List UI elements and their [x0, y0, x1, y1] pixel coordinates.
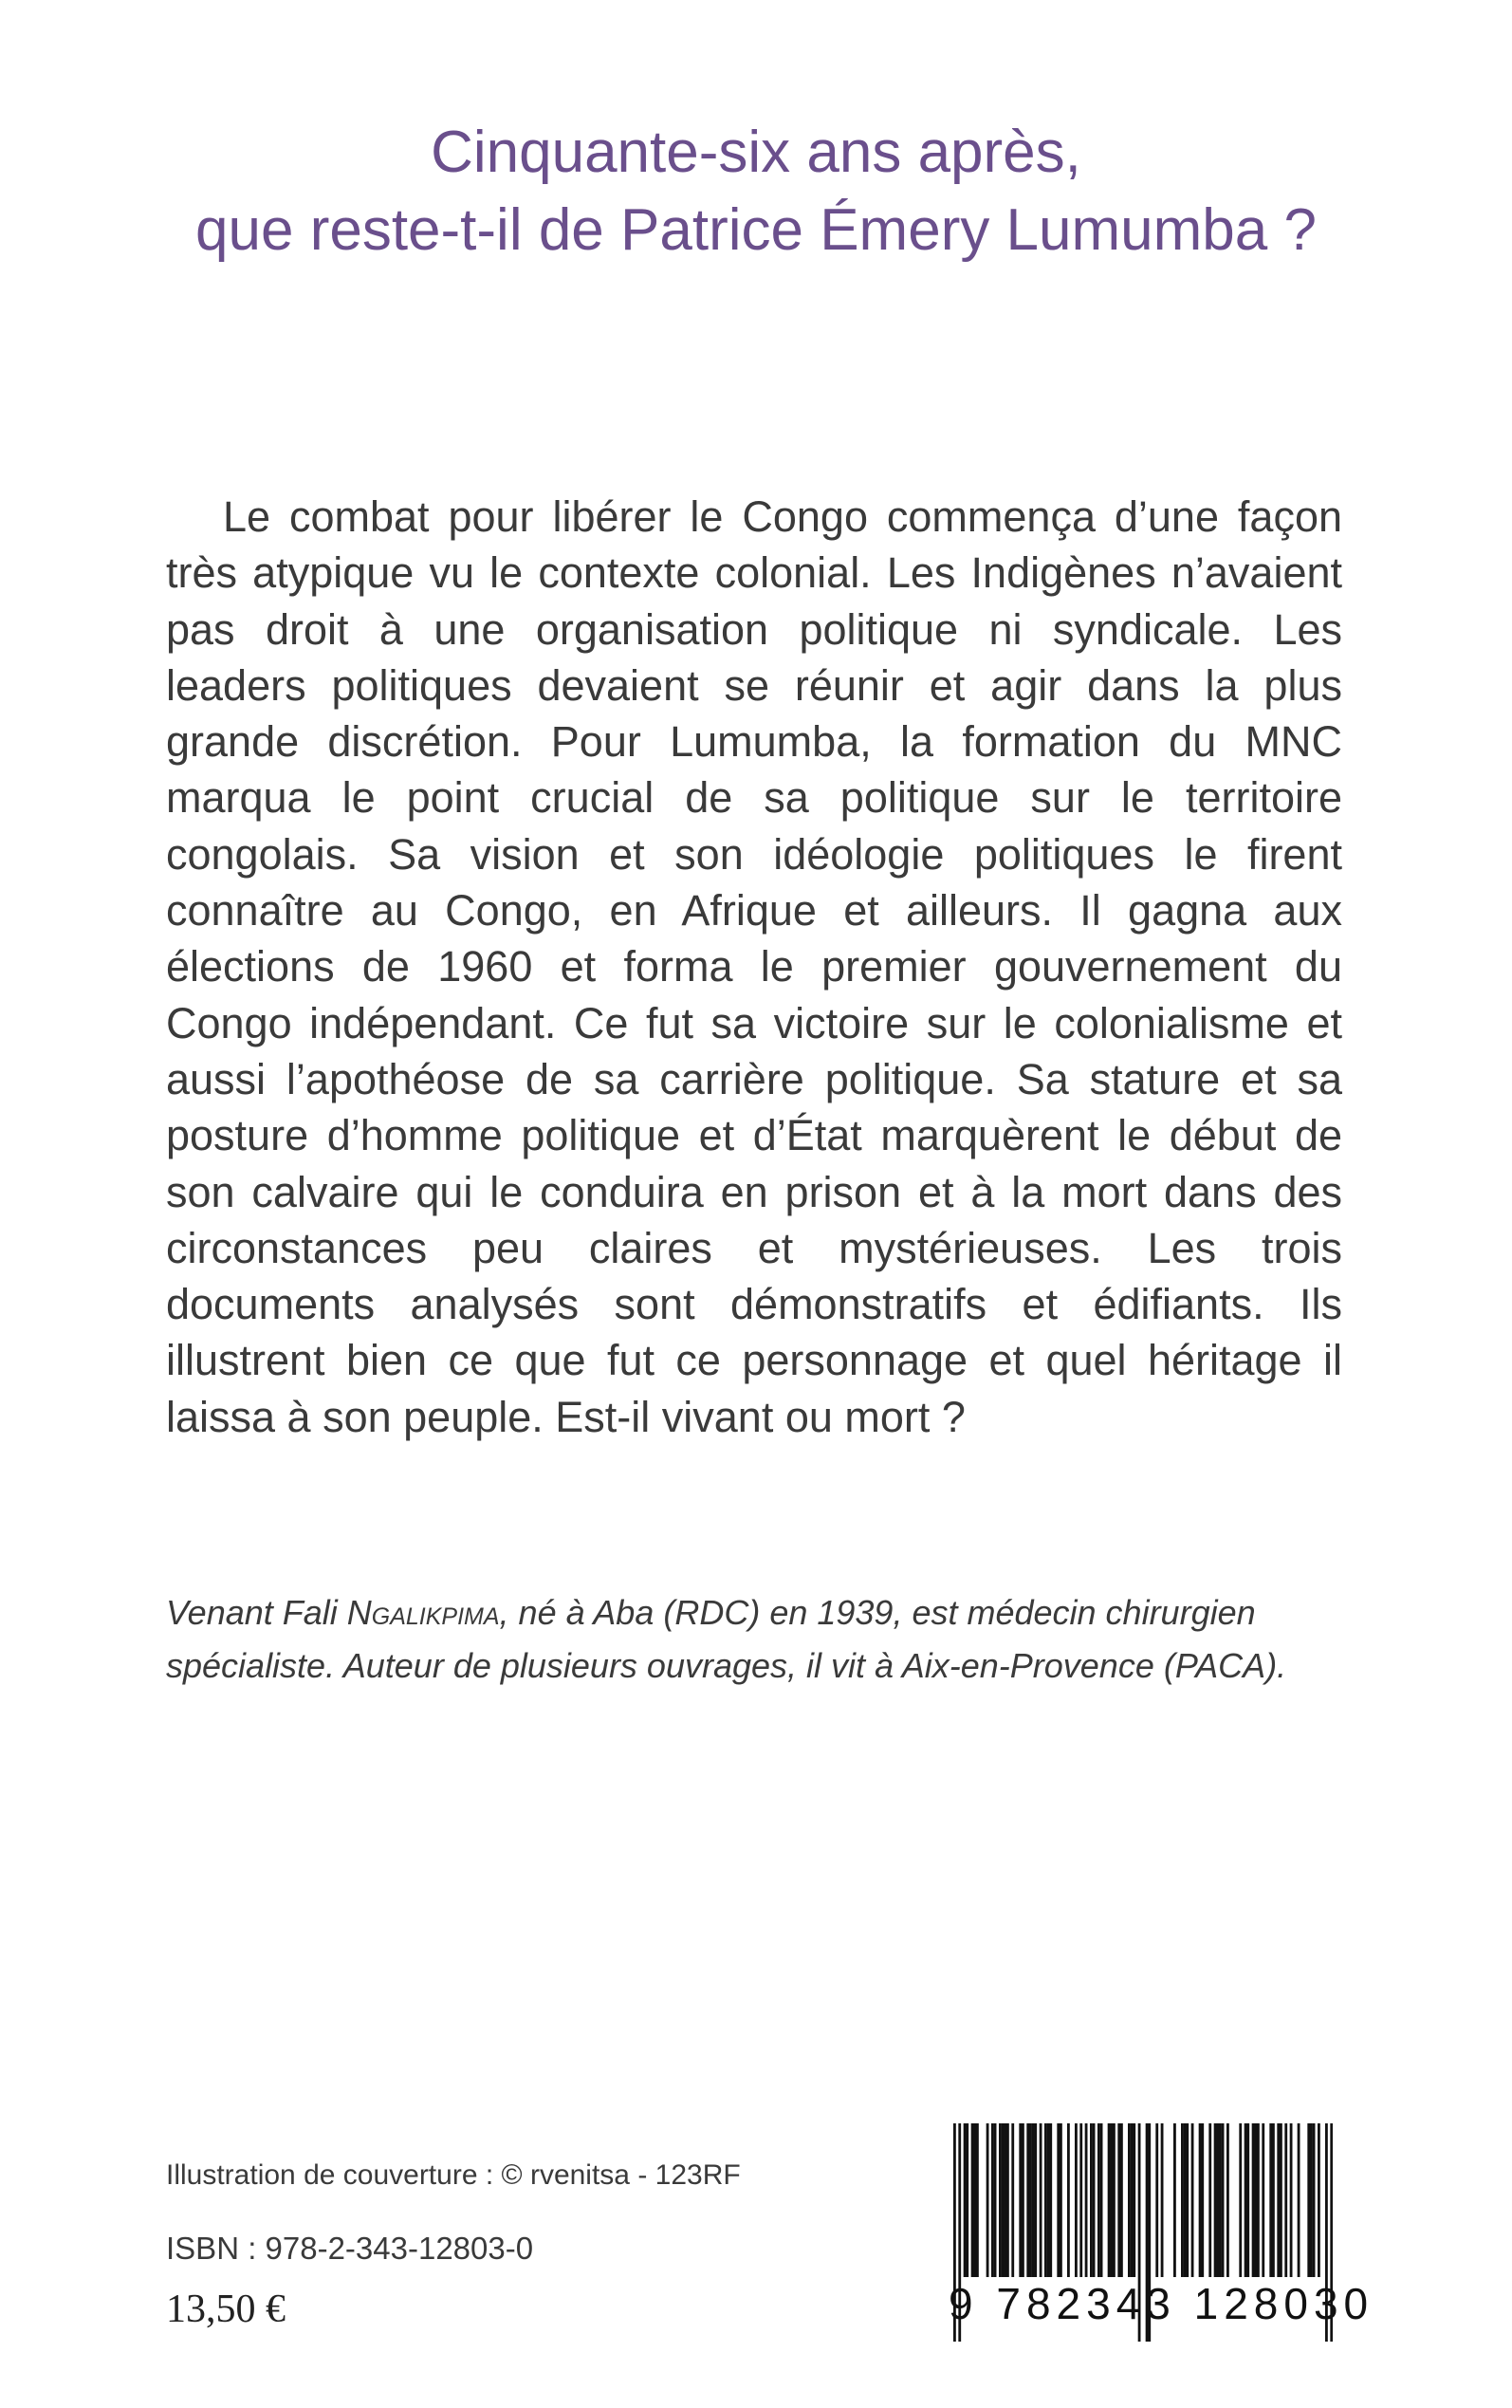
barcode-bar	[1290, 2123, 1293, 2277]
barcode-bar	[1310, 2123, 1313, 2277]
barcode-bar	[1262, 2123, 1264, 2277]
barcode-bar	[999, 2123, 1002, 2277]
barcode-bar	[1245, 2123, 1247, 2277]
barcode-bar	[1280, 2123, 1282, 2277]
barcode-bar	[1252, 2123, 1255, 2277]
barcode-bar	[1173, 2123, 1176, 2277]
barcode-bar	[976, 2123, 979, 2277]
barcode-bar	[1047, 2123, 1050, 2277]
barcode-bar	[1029, 2123, 1032, 2277]
barcode-bar	[1284, 2123, 1287, 2277]
barcode-bar	[966, 2123, 968, 2277]
barcode-bar	[1131, 2123, 1134, 2277]
barcode-bar	[1019, 2123, 1022, 2277]
barcode-bar	[1040, 2123, 1042, 2277]
barcode-bar	[1277, 2123, 1280, 2277]
barcode-bar	[994, 2123, 997, 2277]
back-cover-title	[0, 114, 1512, 269]
barcode-bar	[1090, 2123, 1093, 2277]
barcode-bar	[973, 2123, 976, 2277]
barcode-bar	[1161, 2123, 1164, 2277]
barcode-bar	[1075, 2123, 1078, 2277]
barcode-bar	[1049, 2123, 1052, 2277]
author-bio	[166, 1586, 1342, 1693]
barcode-bar	[1239, 2123, 1242, 2277]
barcode-bar	[1117, 2123, 1120, 2277]
title-line-2: que reste-t-il de Patrice Émery Lumumba ?	[195, 197, 1317, 263]
barcode-bar	[1011, 2123, 1014, 2277]
barcode-bar	[964, 2123, 967, 2277]
barcode-bar	[1044, 2123, 1047, 2277]
barcode-bar	[1184, 2123, 1187, 2277]
author-first-name: Venant Fali	[166, 1593, 347, 1632]
barcode-bar	[1133, 2123, 1135, 2277]
barcode-bar	[1079, 2123, 1082, 2277]
barcode-bar	[1110, 2123, 1113, 2277]
book-summary: Le combat pour libérer le Congo commença d’une façon très atypique vu le contexte colonial. Les Indigènes n’avaient pas droit à une organisation politique ni syndicale. Les leaders politiques devaient se réunir et agir dans la plus grande discrétion. Pour Lumumba, la formation du MNC marqua le point crucial de sa politique sur le territoire congolais. Sa vision et son idéologie politiques le firent connaître au Congo, en Afrique et ailleurs. Il gagna aux élections de 1960 et forma le premier gouvernement du Congo indépendant. Ce fut sa victoire sur le colonialisme et aussi l’apothéose de sa carrière politique. Sa stature et sa posture d’homme politique et d’État marquèrent le début de son calvaire qui le conduira en prison et à la mort dans des circonstances peu claires et mystérieuses. Les trois documents analysés sont démonstratifs et édifiants. Ils illustrent bien ce que fut ce personnage et quel héritage il laissa à son peuple. Est-il vivant ou mort ?	[166, 492, 1342, 1441]
author-bio-text: , né à Aba (RDC) en 1939, est médecin chirurgien spécialiste. Auteur de plusieurs ouvrages, il vit à Aix-en-Provence (PACA).	[166, 1593, 1287, 1685]
barcode-bar	[1214, 2123, 1217, 2277]
barcode-bar	[1272, 2123, 1275, 2277]
barcode-bar	[986, 2123, 989, 2277]
barcode-bar	[1097, 2123, 1100, 2277]
barcode-bar	[1004, 2123, 1006, 2277]
author-last-name: Ngalikpima	[346, 1593, 500, 1632]
barcode-bar	[1307, 2123, 1310, 2277]
barcode-bar	[1269, 2123, 1272, 2277]
barcode-bar	[1026, 2123, 1029, 2277]
barcode-bar	[971, 2123, 974, 2277]
barcode-bar	[1216, 2123, 1219, 2277]
barcode-bar	[1155, 2123, 1158, 2277]
barcode-bar	[1002, 2123, 1005, 2277]
barcode-bar	[1108, 2123, 1111, 2277]
barcode-bar	[991, 2123, 994, 2277]
cover-illustration-credit: Illustration de couverture : © rvenitsa - 123RF	[166, 2159, 741, 2191]
barcode-bar	[1100, 2123, 1103, 2277]
barcode-bar	[1085, 2123, 1088, 2277]
barcode-bar	[1246, 2123, 1249, 2277]
title-line-1: Cinquante-six ans après,	[431, 120, 1081, 185]
barcode-bar	[1254, 2123, 1257, 2277]
barcode-bar	[1201, 2123, 1204, 2277]
barcode-bar	[1222, 2123, 1225, 2277]
barcode-bar	[1298, 2123, 1300, 2277]
barcode-digits: 9 782343 128030	[949, 2279, 1374, 2328]
barcode-bar	[1120, 2123, 1123, 2277]
barcode-bar	[1199, 2123, 1202, 2277]
barcode-bar	[1113, 2123, 1116, 2277]
barcode-bar	[1032, 2123, 1035, 2277]
barcode-bar	[1022, 2123, 1024, 2277]
barcode-bar	[1226, 2123, 1229, 2277]
barcode-bar	[1318, 2123, 1320, 2277]
barcode-bar	[1057, 2123, 1060, 2277]
barcode-bar	[1006, 2123, 1009, 2277]
barcode-bar	[1067, 2123, 1070, 2277]
barcode-bar	[1191, 2123, 1194, 2277]
barcode-bar	[1208, 2123, 1211, 2277]
barcode-bar	[1128, 2123, 1131, 2277]
barcode-bar	[1034, 2123, 1037, 2277]
barcode-bar	[1186, 2123, 1189, 2277]
barcode-bar	[1060, 2123, 1062, 2277]
price: 13,50 €	[166, 2288, 286, 2331]
barcode-bar	[1181, 2123, 1184, 2277]
isbn: ISBN : 978-2-343-12803-0	[166, 2231, 534, 2266]
barcode-bar	[1093, 2123, 1096, 2277]
barcode-bar	[1313, 2123, 1316, 2277]
barcode-bar	[1257, 2123, 1260, 2277]
barcode-bar	[1219, 2123, 1222, 2277]
